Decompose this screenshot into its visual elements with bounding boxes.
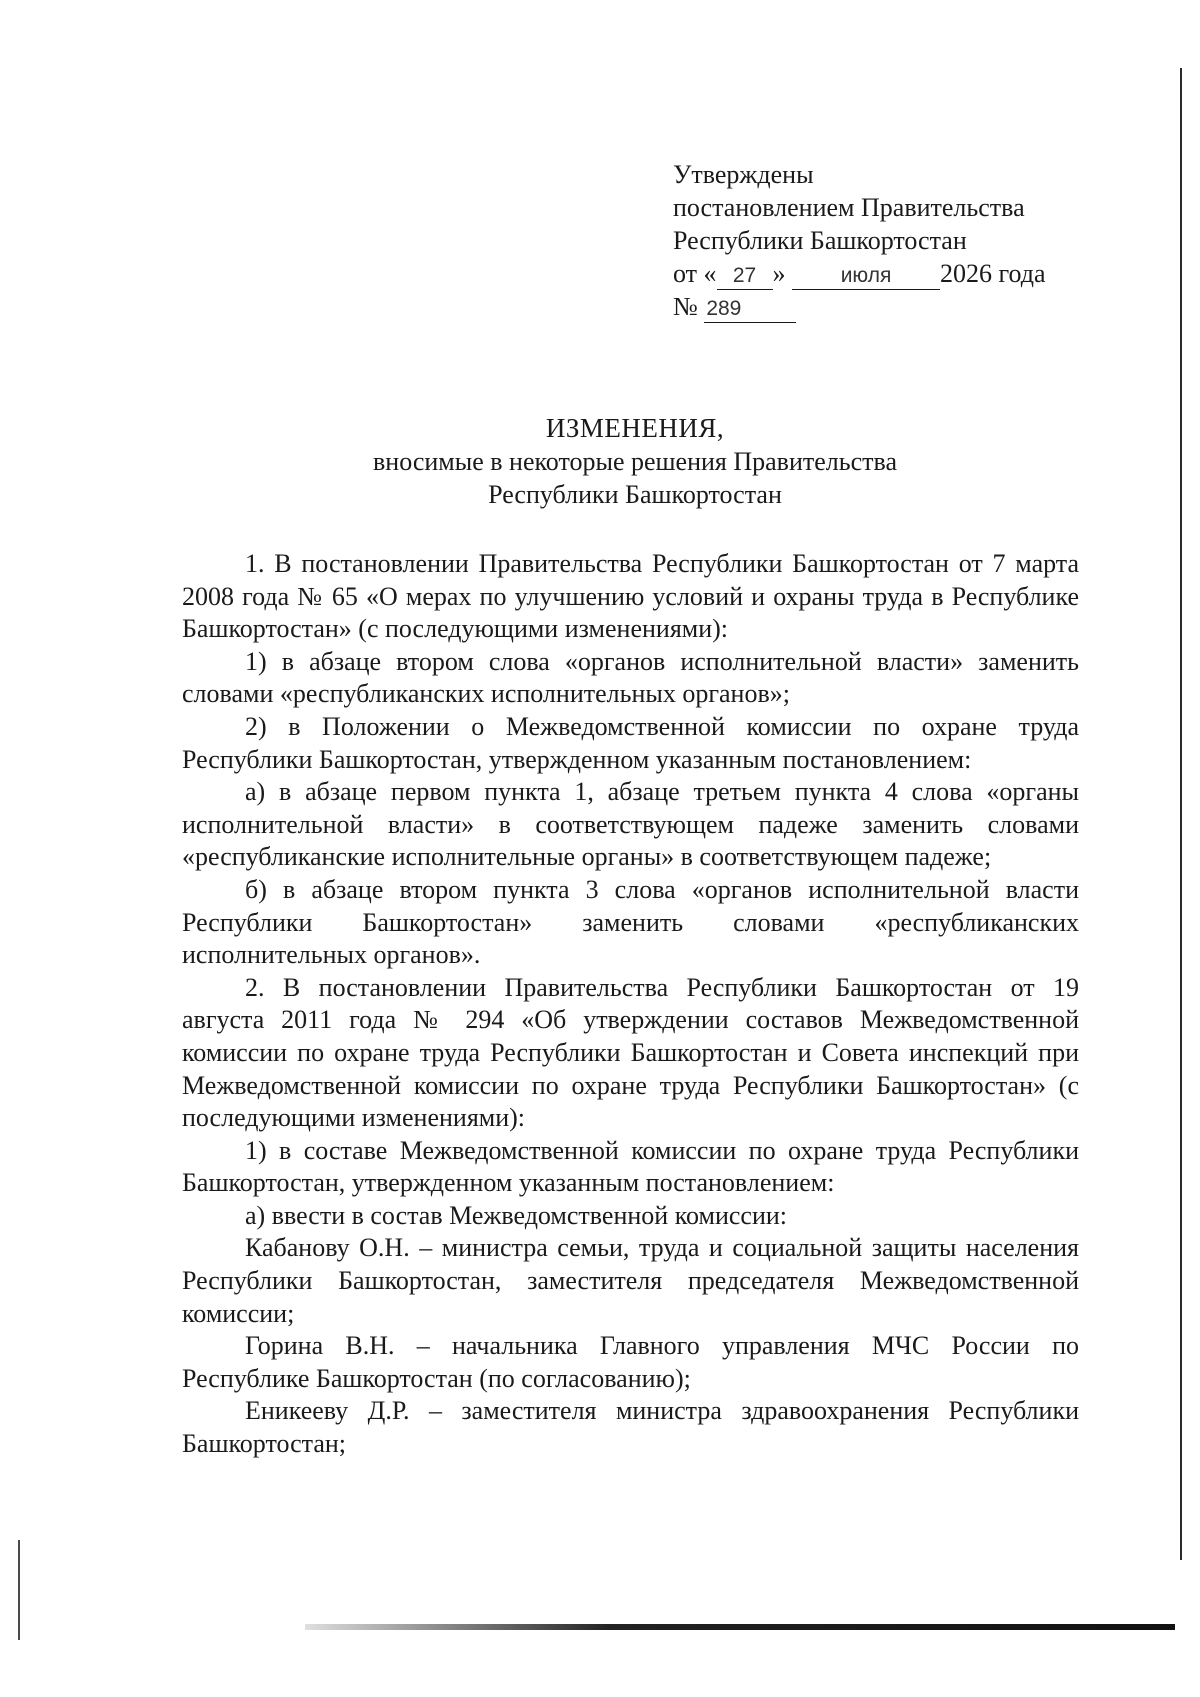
paragraph: а) в абзаце первом пункта 1, абзаце третьем пункта 4 слова «органы исполнительной власти» в соответствующем падеже заменить словами «республиканские исполнительные органы» в соответствующем падеже; bbox=[182, 777, 1079, 872]
document-title: ИЗМЕНЕНИЯ, bbox=[545, 413, 725, 443]
approval-date-line bbox=[673, 257, 1093, 290]
date-day: 27 bbox=[717, 263, 773, 290]
approval-number-line bbox=[673, 290, 1093, 323]
title-block bbox=[180, 412, 1090, 511]
approval-line-2: постановлением Правительства bbox=[673, 193, 1025, 222]
scan-edge-bottom bbox=[305, 1624, 1175, 1630]
paragraph: б) в абзаце втором пункта 3 слова «органов исполнительной власти Республики Башкортостан» заменить словами «республиканских исполнительных органов». bbox=[182, 874, 1079, 970]
date-month: июля bbox=[792, 263, 940, 290]
paragraph: 1) в составе Межведомственной комиссии по охране труда Республики Башкортостан, утвержденном указанным постановлением: bbox=[182, 1135, 1079, 1198]
date-prefix: от « bbox=[673, 259, 717, 288]
number-prefix: № bbox=[673, 292, 698, 321]
paragraph: Еникееву Д.Р. – заместителя министра здравоохранения Республики Башкортостан; bbox=[182, 1396, 1079, 1459]
document-subtitle-1: вносимые в некоторые решения Правительства bbox=[373, 447, 897, 476]
document-subtitle-2: Республики Башкортостан bbox=[488, 480, 782, 509]
paragraph: 1. В постановлении Правительства Республики Башкортостан от 7 марта 2008 года № 65 «О мерах по улучшению условий и охраны труда в Республике Башкортостан» (с последующими изменениями): bbox=[182, 549, 1079, 644]
date-year: 2026 года bbox=[940, 259, 1046, 288]
paragraph: Горина В.Н. – начальника Главного управления МЧС России по Республике Башкортостан (по согласованию); bbox=[182, 1331, 1079, 1393]
paragraph: а) ввести в состав Межведомственной комиссии: bbox=[245, 1200, 788, 1230]
paragraph: 2. В постановлении Правительства Республики Башкортостан от 19 августа 2011 года № 294 «Об утверждении составов Межведомственной комиссии по охране труда Республики Башкортостан и Совета инспекций при Межведомственной комиссии по охране труда Республики Башкортостан» (с последующими изменениями): bbox=[182, 972, 1079, 1133]
paragraph: Кабанову О.Н. – министра семьи, труда и социальной защиты населения Республики Башкортостан, заместителя председателя Межведомственной комиссии; bbox=[182, 1233, 1079, 1328]
approval-line-3: Республики Башкортостан bbox=[673, 226, 967, 255]
approval-line-1: Утверждены bbox=[673, 160, 814, 189]
paragraph: 1) в абзаце втором слова «органов исполнительной власти» заменить словами «республиканских исполнительных органов»; bbox=[182, 646, 1079, 709]
scan-edge-left bbox=[18, 1540, 20, 1640]
scan-edge-right bbox=[1180, 68, 1182, 1560]
document-body bbox=[182, 548, 1079, 1461]
date-mid: » bbox=[772, 259, 786, 288]
document-number: 289 bbox=[704, 296, 796, 323]
paragraph: 2) в Положении о Межведомственной комиссии по охране труда Республики Башкортостан, утвержденном указанным постановлением: bbox=[182, 711, 1079, 774]
approval-block bbox=[673, 158, 1093, 323]
